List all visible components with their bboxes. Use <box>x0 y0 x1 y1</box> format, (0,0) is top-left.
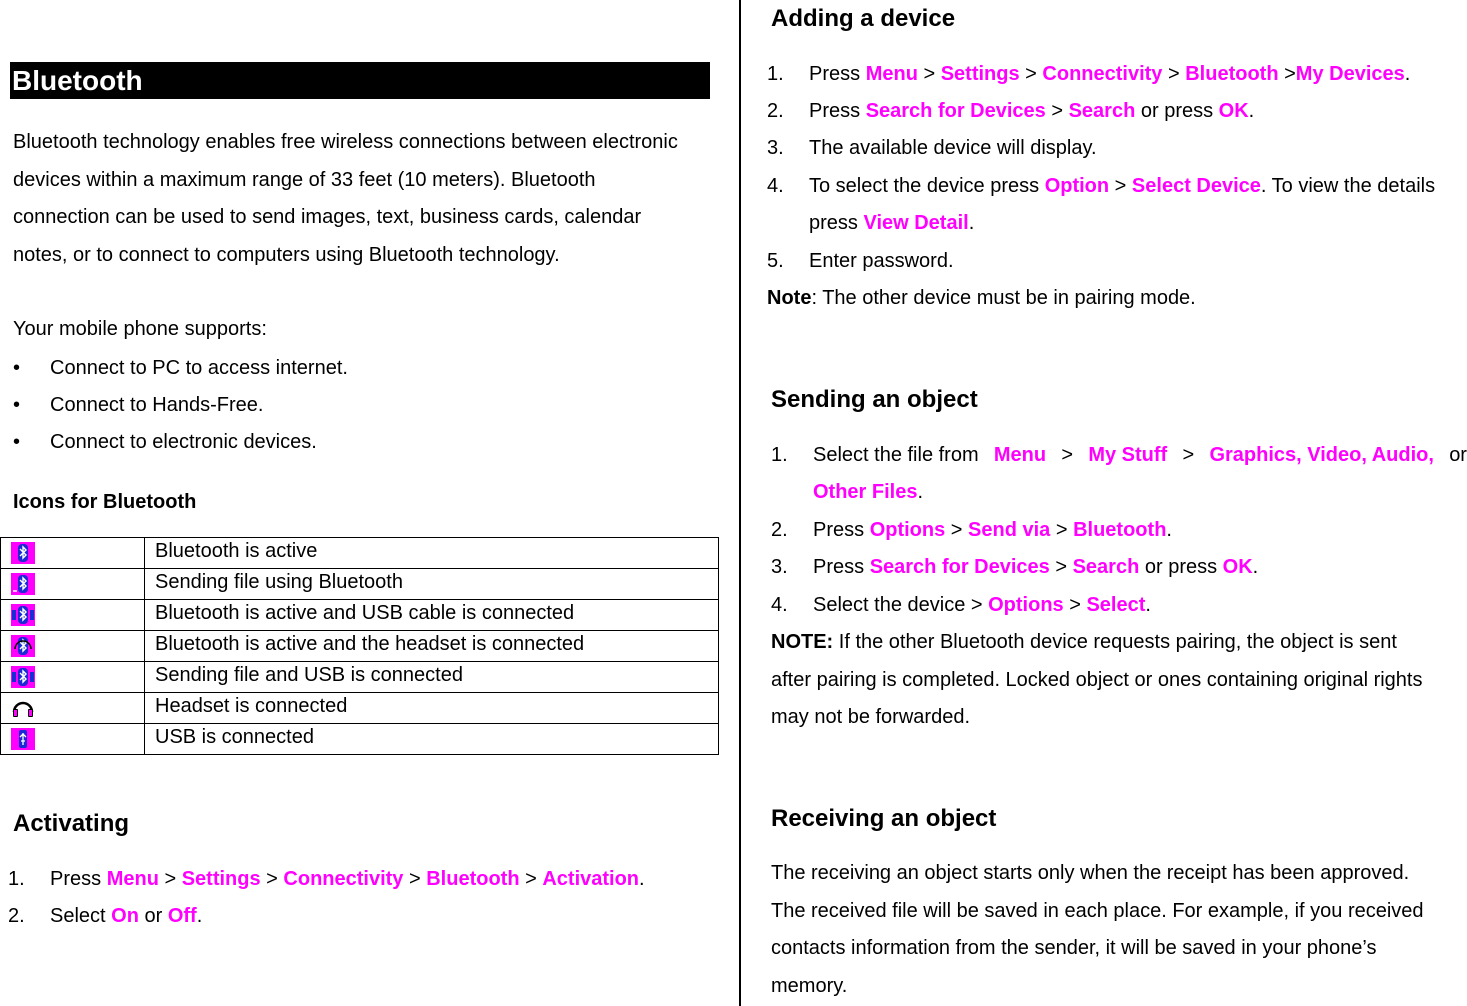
off-keyword: Off <box>167 905 197 927</box>
table-row <box>1 631 719 662</box>
receiving-heading: Receiving an object <box>771 805 997 832</box>
on-keyword: On <box>111 905 139 927</box>
bullet-item <box>13 350 348 387</box>
table-row <box>1 569 719 600</box>
adding-step-4-cont: press View Detail. <box>809 212 975 234</box>
sending-usb-icon <box>11 666 35 688</box>
intro-line-4: notes, or to connect to computers using Bluetooth technology. <box>13 244 560 266</box>
icons-table <box>0 537 719 755</box>
activation-keyword: Activation <box>542 868 640 890</box>
table-row <box>1 724 719 755</box>
receiving-line-3: contacts information from the sender, it will be saved in your phone’s <box>771 937 1377 959</box>
bluetooth-keyword: Bluetooth <box>426 868 520 890</box>
sending-note-line-3: may not be forwarded. <box>771 706 970 728</box>
section-title-bar: Bluetooth <box>10 62 710 99</box>
intro-line-1: Bluetooth technology enables free wireless connections between electronic <box>13 131 678 153</box>
connectivity-keyword: Connectivity <box>283 868 404 890</box>
sending-note-line-1: NOTE: If the other Bluetooth device requests pairing, the object is sent <box>771 631 1397 653</box>
adding-heading: Adding a device <box>771 5 956 32</box>
receiving-line-2: The received file will be saved in each place. For example, if you received <box>771 900 1424 922</box>
icon-description: Headset is connected <box>145 693 719 724</box>
bluetooth-headset-icon <box>11 635 35 657</box>
adding-note: Note: The other device must be in pairing mode. <box>767 287 1196 309</box>
bluetooth-active-icon <box>11 542 35 564</box>
icon-description: Bluetooth is active and the headset is connected <box>145 631 719 662</box>
table-row <box>1 693 719 724</box>
intro-line-3: connection can be used to send images, text, business cards, calendar <box>13 206 642 228</box>
sending-note-line-2: after pairing is completed. Locked object or ones containing original rights <box>771 669 1423 691</box>
bullet-text: Connect to electronic devices. <box>50 431 317 453</box>
adding-step-1: 1. Press Menu > Settings > Connectivity > Bluetooth >My Devices. <box>767 63 1411 85</box>
icon-description: Bluetooth is active <box>145 538 719 569</box>
settings-keyword: Settings <box>181 868 261 890</box>
column-divider <box>739 0 741 1006</box>
supports-label: Your mobile phone supports: <box>13 318 267 340</box>
icons-heading: Icons for Bluetooth <box>13 491 197 513</box>
table-row <box>1 662 719 693</box>
activating-step-1: 1. Press Menu > Settings > Connectivity > Bluetooth > Activation. <box>8 868 645 890</box>
bullet-dot: • <box>13 357 21 379</box>
icon-description: USB is connected <box>145 724 719 755</box>
sending-heading: Sending an object <box>771 386 978 413</box>
headset-icon <box>11 697 35 719</box>
icon-description: Sending file using Bluetooth <box>145 569 719 600</box>
bullet-dot: • <box>13 394 21 416</box>
bluetooth-usb-icon <box>11 604 35 626</box>
bullet-dot: • <box>13 431 21 453</box>
sending-step-4: 4. Select the device > Options > Select. <box>771 594 1151 616</box>
table-row <box>1 600 719 631</box>
intro-line-2: devices within a maximum range of 33 feet (10 meters). Bluetooth <box>13 169 596 191</box>
bluetooth-sending-icon <box>11 573 35 595</box>
sending-step-2: 2. Press Options > Send via > Bluetooth. <box>771 519 1172 541</box>
activating-step-2: 2. Select On or Off. <box>8 905 203 927</box>
sending-step-1: 1. Select the file from Menu > My Stuff > Graphics, Video, Audio, or <box>771 444 1467 466</box>
icon-description: Sending file and USB is connected <box>145 662 719 693</box>
right-column <box>760 0 1467 1006</box>
table-row <box>1 538 719 569</box>
adding-step-4: 4. To select the device press Option > Select Device. To view the details <box>767 175 1436 197</box>
sending-step-3: 3. Press Search for Devices > Search or press OK. <box>771 556 1259 578</box>
sending-step-1-cont: Other Files. <box>813 481 924 503</box>
receiving-line-1: The receiving an object starts only when the receipt has been approved. <box>771 862 1410 884</box>
usb-icon <box>11 728 35 750</box>
adding-step-5: 5. Enter password. <box>767 250 954 272</box>
bullet-item <box>13 387 263 424</box>
adding-step-2: 2. Press Search for Devices > Search or press OK. <box>767 100 1255 122</box>
bullet-text: Connect to PC to access internet. <box>50 357 348 379</box>
receiving-line-4: memory. <box>771 975 848 997</box>
icon-description: Bluetooth is active and USB cable is connected <box>145 600 719 631</box>
bullet-text: Connect to Hands-Free. <box>50 394 264 416</box>
adding-step-3: 3. The available device will display. <box>767 137 1097 159</box>
left-column <box>0 0 720 1006</box>
activating-heading: Activating <box>13 810 130 837</box>
bullet-item <box>13 424 317 461</box>
menu-keyword: Menu <box>106 868 159 890</box>
